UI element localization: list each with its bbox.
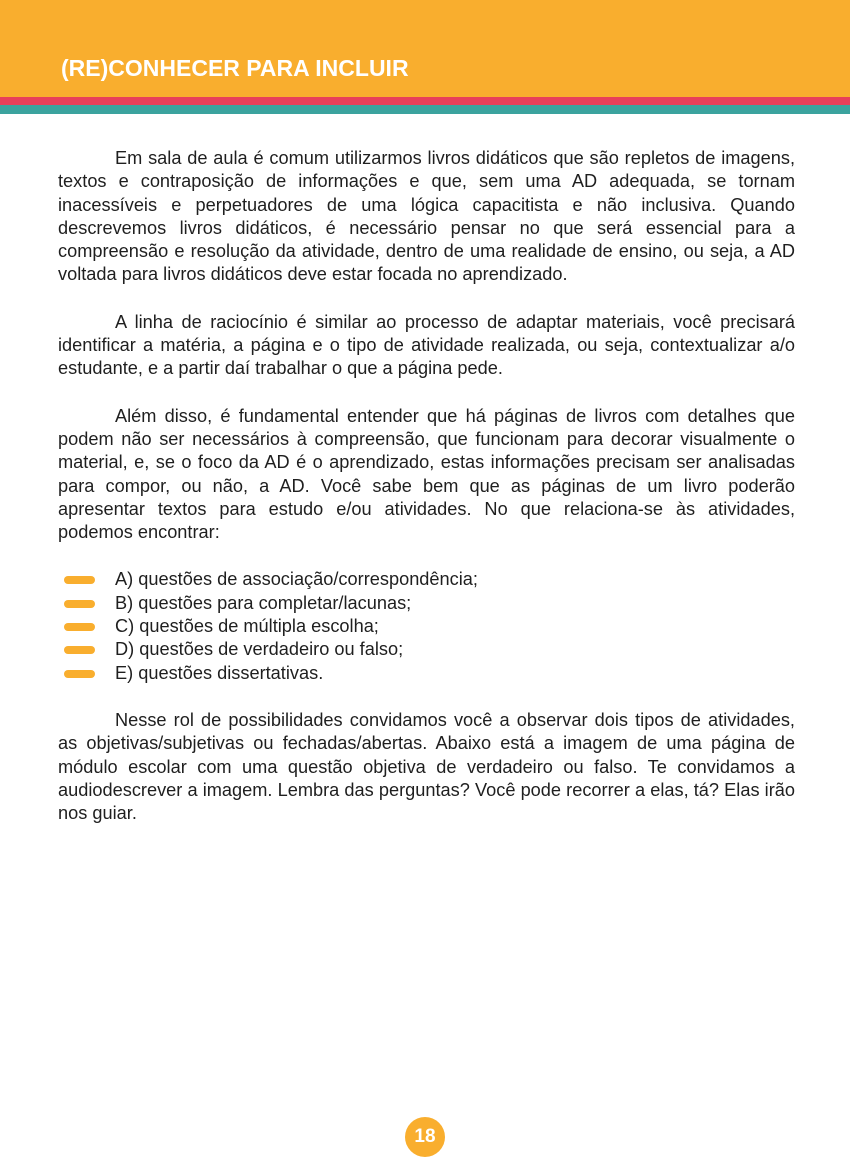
header-stripe-teal	[0, 105, 850, 114]
page-number: 18	[405, 1117, 445, 1157]
bullet-dash-icon	[64, 646, 95, 654]
header-stripe-red	[0, 97, 850, 105]
list-item-label: B) questões para completar/lacunas;	[115, 592, 412, 613]
list-item	[58, 568, 795, 591]
bullet-dash-icon	[64, 600, 95, 608]
list-item-label: E) questões dissertativas.	[115, 662, 324, 683]
list-item-label: A) questões de associação/correspondência;	[115, 569, 478, 590]
list-item	[58, 638, 795, 661]
paragraph: Em sala de aula é comum utilizarmos livros didáticos que são repletos de imagens, textos e contraposição de informações e que, sem uma AD adequada, se tornam inacessíveis e perpetuadores de uma lógica capacitista e não inclusiva. Quando descrevemos livros didáticos, é necessário pensar no que será essencial para a compreensão e resolução da atividade, dentro de uma realidade de ensino, ou seja, a AD voltada para livros didáticos deve estar focada no aprendizado.	[58, 148, 795, 285]
bullet-dash-icon	[64, 670, 95, 678]
paragraph: A linha de raciocínio é similar ao processo de adaptar materiais, você precisará identificar a matéria, a página e o tipo de atividade realizada, ou seja, contextualizar a/o estudante, e a partir daí trabalhar o que a página pede.	[58, 311, 795, 379]
list-item	[58, 615, 795, 638]
bullet-dash-icon	[64, 576, 95, 584]
list-item-label: C) questões de múltipla escolha;	[115, 616, 379, 637]
list-item	[58, 592, 795, 615]
list-item	[58, 662, 795, 685]
bullet-dash-icon	[64, 623, 95, 631]
body-content	[58, 147, 795, 849]
paragraph: Além disso, é fundamental entender que há páginas de livros com detalhes que podem não ser necessários à compreensão, que funcionam para decorar visualmente o material, e, se o foco da AD é o aprendizado, estas informações precisam ser analisadas para compor, ou não, a AD. Você sabe bem que as páginas de um livro poderão apresentar textos para estudo e/ou atividades. No que relaciona-se às atividades, podemos encontrar:	[58, 405, 795, 543]
activity-types-list	[58, 568, 795, 684]
closing-paragraph: Nesse rol de possibilidades convidamos você a observar dois tipos de atividades, as objetivas/subjetivas ou fechadas/abertas. Abaixo está a imagem de uma página de módulo escolar com uma questão objetiva de verdadeiro ou falso. Te convidamos a audiodescrever a imagem. Lembra das perguntas? Você pode recorrer a elas, tá? Elas irão nos guiar.	[58, 709, 795, 824]
list-item-label: D) questões de verdadeiro ou falso;	[115, 639, 404, 660]
page-header	[0, 0, 850, 97]
page-title: (RE)CONHECER PARA INCLUIR	[61, 55, 409, 81]
